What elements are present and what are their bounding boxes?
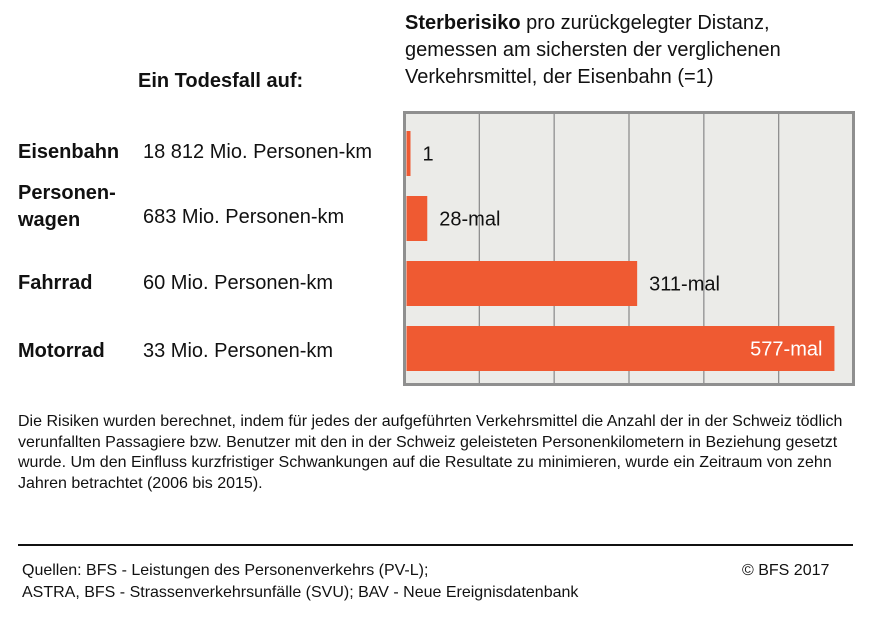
copyright: © BFS 2017 <box>742 562 830 579</box>
sources <box>22 560 578 604</box>
distance-label-personenwagen: 683 Mio. Personen-km <box>143 206 345 228</box>
column-heading: Ein Todesfall auf: <box>138 70 304 92</box>
data-label: 311-mal <box>649 273 720 296</box>
chart-title <box>405 10 865 91</box>
divider-line <box>18 544 853 546</box>
category-label-motorrad: Motorrad <box>18 340 105 362</box>
distance-label-eisenbahn: 18 812 Mio. Personen-km <box>143 141 373 163</box>
methodology-note: Die Risiken wurden berechnet, indem für jedes der aufgeführten Verkehrsmittel die Anzahl der in der Schweiz tödlich verunfallten Passagiere bzw. Benutzer mit den in der Schweiz geleisteten Personenkilometern in Beziehung gesetzt wurde. Um den Einfluss kurzfristiger Schwankungen auf die Resultate zu minimieren, wurde ein Zeitraum von zehn Jahren betrachtet (2006 bis 2015). <box>18 413 843 492</box>
distance-label-fahrrad: 60 Mio. Personen-km <box>143 272 334 294</box>
data-label: 28-mal <box>439 208 501 231</box>
sources-line-1: Quellen: BFS - Leistungen des Personenverkehrs (PV-L); <box>22 562 429 579</box>
title-rest: pro zurückgelegter Distanz, gemessen am sichersten der verglichenen Verkehrsmittel, der Eisenbahn (=1) <box>405 12 781 88</box>
sources-line-2: ASTRA, BFS - Strassenverkehrsunfälle (SVU); BAV - Neue Ereignisdatenbank <box>22 584 579 601</box>
bar <box>407 196 428 241</box>
category-label-fahrrad: Fahrrad <box>18 272 93 294</box>
category-label-eisenbahn: Eisenbahn <box>18 141 120 163</box>
bar <box>407 131 411 176</box>
category-label-personenwagen: Personen- wagen <box>18 182 116 231</box>
data-label: 1 <box>422 143 434 166</box>
distance-label-motorrad: 33 Mio. Personen-km <box>143 340 334 362</box>
title-bold: Sterberisiko <box>405 12 521 34</box>
data-label: 577-mal <box>750 338 823 361</box>
bar <box>407 261 638 306</box>
bar-chart <box>403 111 855 386</box>
